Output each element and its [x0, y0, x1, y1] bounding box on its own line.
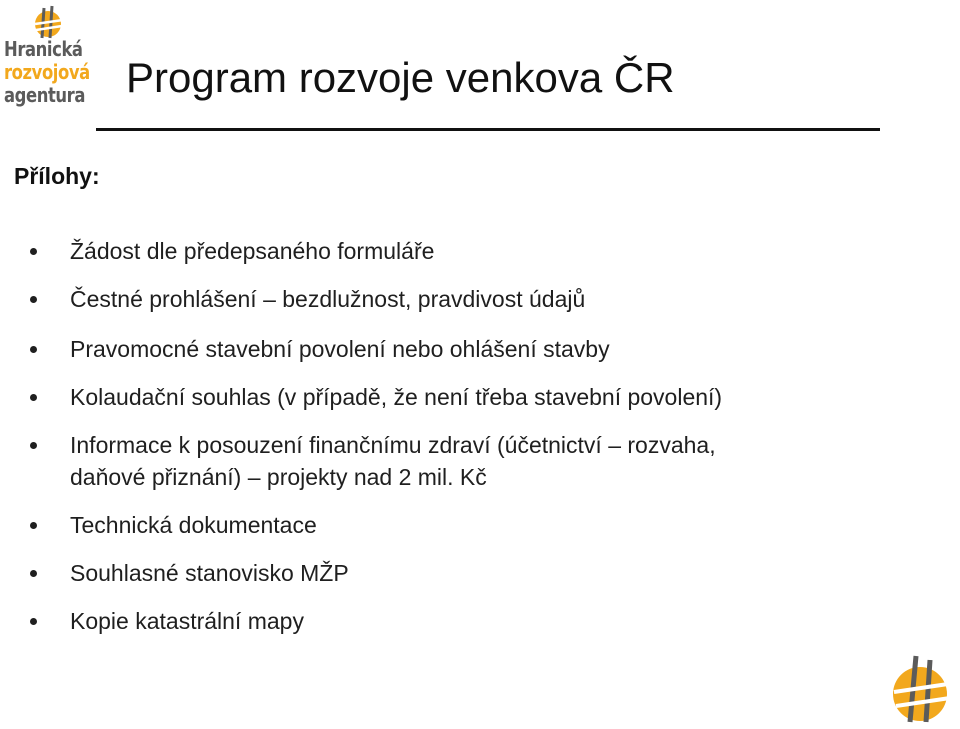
- bullet-dot: [30, 522, 37, 529]
- list-item-text: Žádost dle předepsaného formuláře: [70, 238, 435, 264]
- list-item-text: Kolaudační souhlas (v případě, že není třeba stavební povolení): [70, 384, 723, 410]
- bullet-dot: [30, 346, 37, 353]
- list-item-text: Informace k posouzení finančnímu zdraví (účetnictví – rozvaha,: [70, 432, 716, 458]
- list-item: [70, 509, 890, 541]
- bullet-dot: [30, 296, 37, 303]
- logo-line-1: Hranická: [4, 37, 83, 61]
- bullet-dot: [30, 394, 37, 401]
- list-item: [70, 283, 890, 315]
- hra-logo-mark-icon: [30, 2, 70, 42]
- list-item: [70, 557, 890, 589]
- list-item: [70, 235, 890, 267]
- title-divider: [96, 128, 880, 131]
- list-item-text: Kopie katastrální mapy: [70, 608, 304, 634]
- logo-line-3: agentura: [4, 83, 86, 107]
- bullet-dot: [30, 248, 37, 255]
- logo-line-2: rozvojová: [4, 60, 90, 84]
- logo-wordmark: [4, 37, 90, 107]
- list-item: [70, 605, 890, 637]
- brand-logo: [0, 0, 96, 118]
- list-item-text: Čestné prohlášení – bezdlužnost, pravdivost údajů: [70, 286, 586, 312]
- list-item-text: Technická dokumentace: [70, 512, 317, 538]
- list-item: [70, 381, 890, 413]
- list-item: [70, 429, 890, 493]
- page-title: Program rozvoje venkova ČR: [126, 54, 675, 101]
- list-item: [70, 333, 890, 365]
- corner-logo-icon: [888, 652, 956, 724]
- bullet-dot: [30, 618, 37, 625]
- bullet-dot: [30, 570, 37, 577]
- list-item-text: daňové přiznání) – projekty nad 2 mil. Kč: [70, 464, 487, 490]
- list-item-text: Pravomocné stavební povolení nebo ohlášení stavby: [70, 336, 610, 362]
- bullet-dot: [30, 442, 37, 449]
- list-item-text: Souhlasné stanovisko MŽP: [70, 560, 349, 586]
- section-heading: Přílohy:: [14, 163, 100, 189]
